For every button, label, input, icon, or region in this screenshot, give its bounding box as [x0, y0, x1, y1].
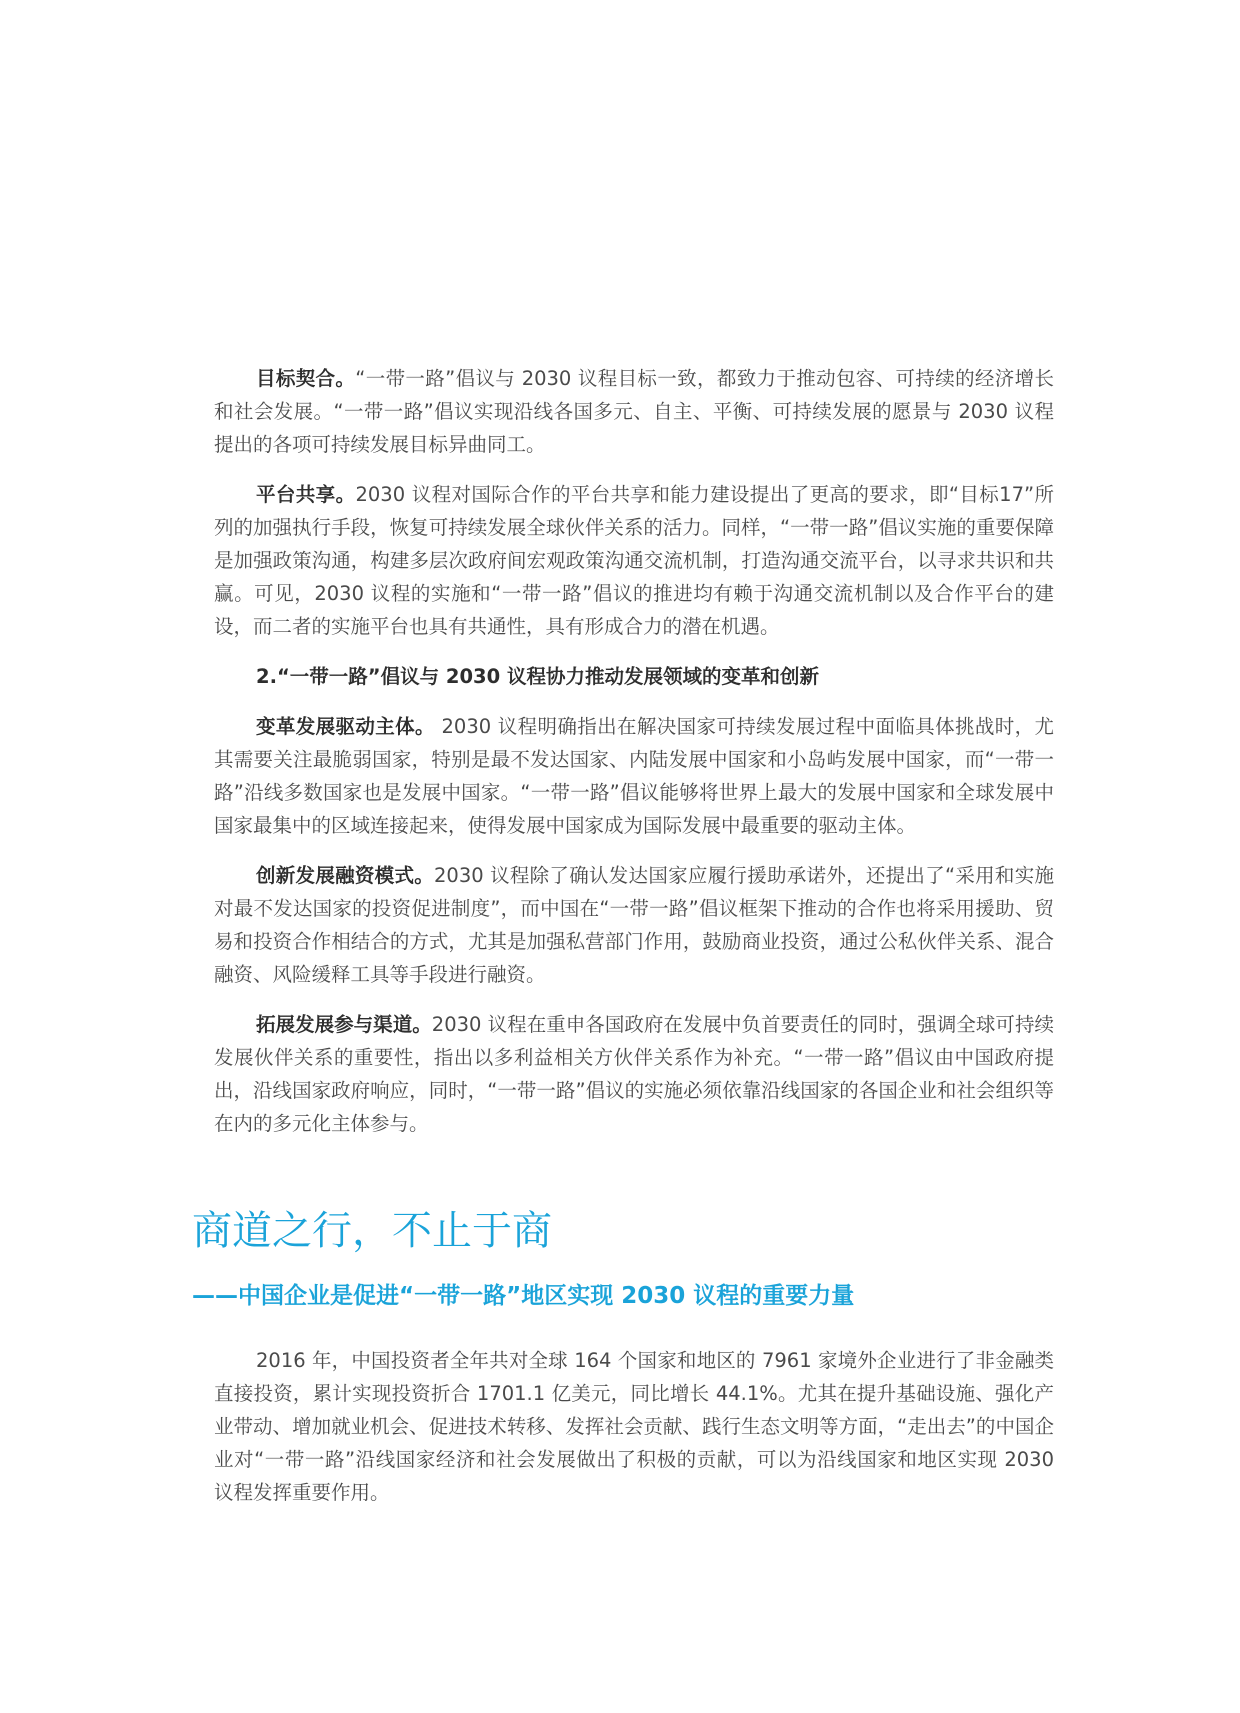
body-text-block [214, 362, 1054, 1157]
paragraph-text: “一带一路”倡议与 2030 议程目标一致，都致力于推动包容、可持续的经济增长和社会发展。“一带一路”倡议实现沿线各国多元、自主、平衡、可持续发展的愿景与 2030 议程提出的各项可持续发展目标异曲同工。 [214, 367, 1054, 456]
paragraph-participation-channels [214, 1008, 1054, 1140]
paragraph-driving-actors [214, 710, 1054, 842]
section-subtitle: ——中国企业是促进“一带一路”地区实现 2030 议程的重要力量 [192, 1283, 855, 1309]
numbered-subheading: 2.“一带一路”倡议与 2030 议程协力推动发展领域的变革和创新 [256, 665, 819, 688]
paragraph-text: 2030 议程除了确认发达国家应履行援助承诺外，还提出了“采用和实施对最不发达国家的投资促进制度”，而中国在“一带一路”倡议框架下推动的合作也将采用援助、贸易和投资合作相结合的方式，尤其是加强私营部门作用，鼓励商业投资，通过公私伙伴关系、混合融资、风险缓释工具等手段进行融资。 [214, 864, 1054, 986]
paragraph-financing-models [214, 859, 1054, 991]
paragraph-investment-intro: 2016 年，中国投资者全年共对全球 164 个国家和地区的 7961 家境外企业进行了非金融类直接投资，累计实现投资折合 1701.1 亿美元，同比增长 44.1%。尤其在提升基础设施、强化产业带动、增加就业机会、促进技术转移、发挥社会贡献、践行生态文明等方面，“走出去”的中国企业对“一带一路”沿线国家经济和社会发展做出了积极的贡献，可以为沿线国家和地区实现 2030 议程发挥重要作用。 [214, 1349, 1054, 1504]
section-title: 商道之行，不止于商 [192, 1208, 552, 1254]
section-intro-block [214, 1344, 1054, 1526]
paragraph-goal-alignment [214, 362, 1054, 461]
paragraph-lead: 拓展发展参与渠道。 [256, 1013, 432, 1036]
paragraph-lead: 平台共享。 [256, 483, 356, 506]
paragraph-text: 2030 议程明确指出在解决国家可持续发展过程中面临具体挑战时，尤其需要关注最脆弱国家，特别是最不发达国家、内陆发展中国家和小岛屿发展中国家，而“一带一路”沿线多数国家也是发展中国家。“一带一路”倡议能够将世界上最大的发展中国家和全球发展中国家最集中的区域连接起来，使得发展中国家成为国际发展中最重要的驱动主体。 [214, 715, 1054, 837]
paragraph-lead: 变革发展驱动主体。 [256, 715, 435, 738]
paragraph-lead: 创新发展融资模式。 [256, 864, 434, 887]
paragraph-platform-sharing [214, 478, 1054, 643]
paragraph-text: 2030 议程对国际合作的平台共享和能力建设提出了更高的要求，即“目标17”所列的加强执行手段，恢复可持续发展全球伙伴关系的活力。同样，“一带一路”倡议实施的重要保障是加强政策沟通，构建多层次政府间宏观政策沟通交流机制，打造沟通交流平台，以寻求共识和共赢。可见，2030 议程的实施和“一带一路”倡议的推进均有赖于沟通交流机制以及合作平台的建设，而二者的实施平台也具有共通性，具有形成合力的潜在机遇。 [214, 483, 1054, 638]
paragraph-lead: 目标契合。 [256, 367, 356, 390]
paragraph-text: 2030 议程在重申各国政府在发展中负首要责任的同时，强调全球可持续发展伙伴关系的重要性，指出以多利益相关方伙伴关系作为补充。“一带一路”倡议由中国政府提出，沿线国家政府响应，同时，“一带一路”倡议的实施必须依靠沿线国家的各国企业和社会组织等在内的多元化主体参与。 [214, 1013, 1054, 1135]
